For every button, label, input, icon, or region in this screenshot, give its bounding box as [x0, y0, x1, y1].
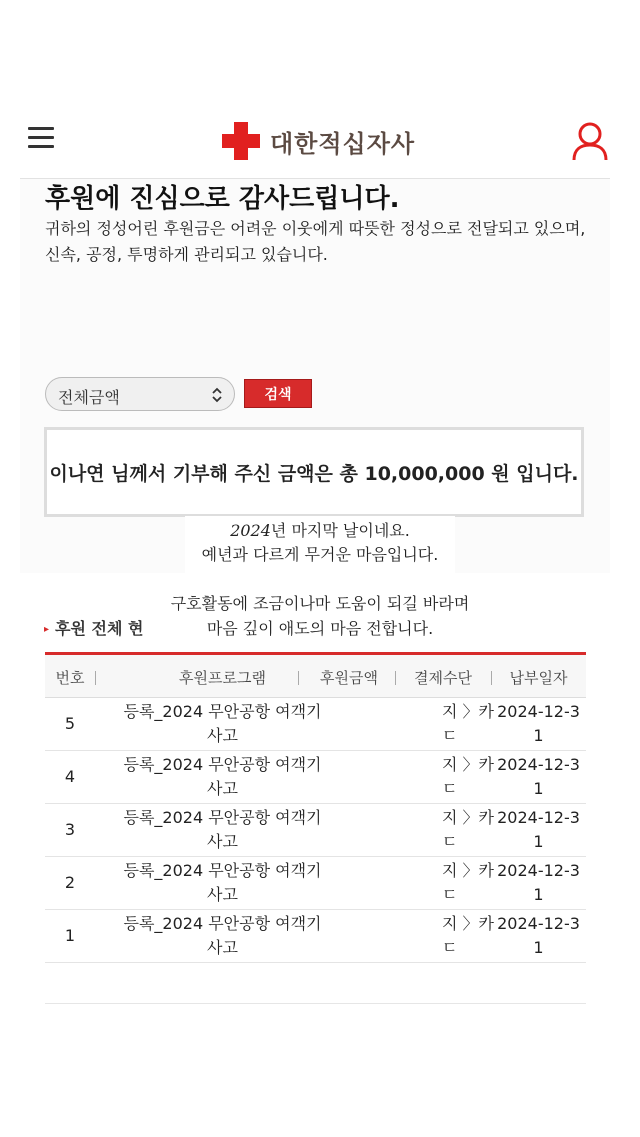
header-number: 번호 — [55, 669, 85, 687]
row-number: 3 — [64, 820, 76, 839]
table-row[interactable] — [45, 804, 586, 857]
table-row[interactable] — [45, 910, 586, 963]
row-program: 등록_2024 무안공항 여객기 사고 — [123, 702, 322, 745]
app-header — [20, 103, 610, 179]
thanks-description — [45, 216, 585, 268]
row-date: 2024-12-3 1 — [497, 808, 580, 851]
row-payment: 지 〉카 ㄷ — [442, 702, 494, 745]
row-program: 등록_2024 무안공항 여객기 사고 — [123, 861, 322, 904]
message-year: 2024 — [230, 521, 271, 540]
row-date: 2024-12-3 1 — [497, 702, 580, 745]
search-button[interactable]: 검색 — [244, 379, 312, 408]
row-number: 4 — [64, 767, 76, 786]
row-payment: 지 〉카 ㄷ — [442, 861, 494, 904]
amount-filter-value: 전체금액 — [58, 388, 120, 407]
header-divider — [395, 671, 396, 685]
header-payment: 결제수단 — [414, 669, 472, 687]
header-program: 후원프로그램 — [179, 669, 266, 687]
hamburger-menu-icon[interactable] — [28, 127, 54, 149]
row-payment: 지 〉카 ㄷ — [442, 755, 494, 798]
row-program: 등록_2024 무안공항 여객기 사고 — [123, 808, 322, 851]
donation-table — [45, 652, 586, 963]
arrow-right-icon: ▸ — [44, 624, 50, 635]
message-line-1: 2024년 마지막 날이네요. — [230, 521, 410, 540]
table-header — [45, 652, 586, 698]
table-row[interactable] — [45, 698, 586, 751]
row-date: 2024-12-3 1 — [497, 914, 580, 957]
chevron-updown-icon — [210, 386, 224, 404]
message-line-4: 마음 깊이 애도의 마음 전합니다. — [206, 619, 434, 638]
page-title: 후원에 진심으로 감사드립니다. — [45, 184, 400, 214]
header-divider — [298, 671, 299, 685]
row-number: 2 — [64, 873, 76, 892]
table-row[interactable] — [45, 857, 586, 910]
row-number: 1 — [64, 926, 76, 945]
thanks-line-1: 귀하의 정성어린 후원금은 어려운 이웃에게 따뜻한 정성으로 전달되고 있으며, — [45, 219, 586, 238]
row-payment: 지 〉카 ㄷ — [442, 914, 494, 957]
red-cross-icon — [222, 122, 260, 160]
user-icon[interactable] — [571, 121, 609, 161]
table-row[interactable] — [45, 751, 586, 804]
row-date: 2024-12-3 1 — [497, 755, 580, 798]
header-date: 납부일자 — [509, 669, 568, 687]
amount-filter-select[interactable] — [45, 377, 235, 411]
thanks-line-2: 신속, 공정, 투명하게 관리되고 있습니다. — [45, 245, 328, 264]
message-line-2: 예년과 다르게 무거운 마음입니다. — [201, 545, 439, 564]
row-program: 등록_2024 무안공항 여객기 사고 — [123, 914, 322, 957]
message-line-3: 구호활동에 조금이나마 도움이 되길 바라며 — [170, 594, 470, 613]
row-date: 2024-12-3 1 — [497, 861, 580, 904]
section-title-text: 후원 전체 현 — [55, 619, 144, 638]
logo-text: 대한적십자사 — [270, 129, 416, 158]
logo[interactable] — [222, 121, 415, 161]
row-program: 등록_2024 무안공항 여객기 사고 — [123, 755, 322, 798]
row-number: 5 — [64, 714, 76, 733]
total-donation-text: 이나연 님께서 기부해 주신 금액은 총 10,000,000 원 입니다. — [49, 462, 579, 485]
header-divider — [95, 671, 96, 685]
total-donation-box — [44, 427, 584, 517]
header-amount: 후원금액 — [320, 669, 378, 687]
table-bottom-divider — [45, 1003, 586, 1004]
row-payment: 지 〉카 ㄷ — [442, 808, 494, 851]
